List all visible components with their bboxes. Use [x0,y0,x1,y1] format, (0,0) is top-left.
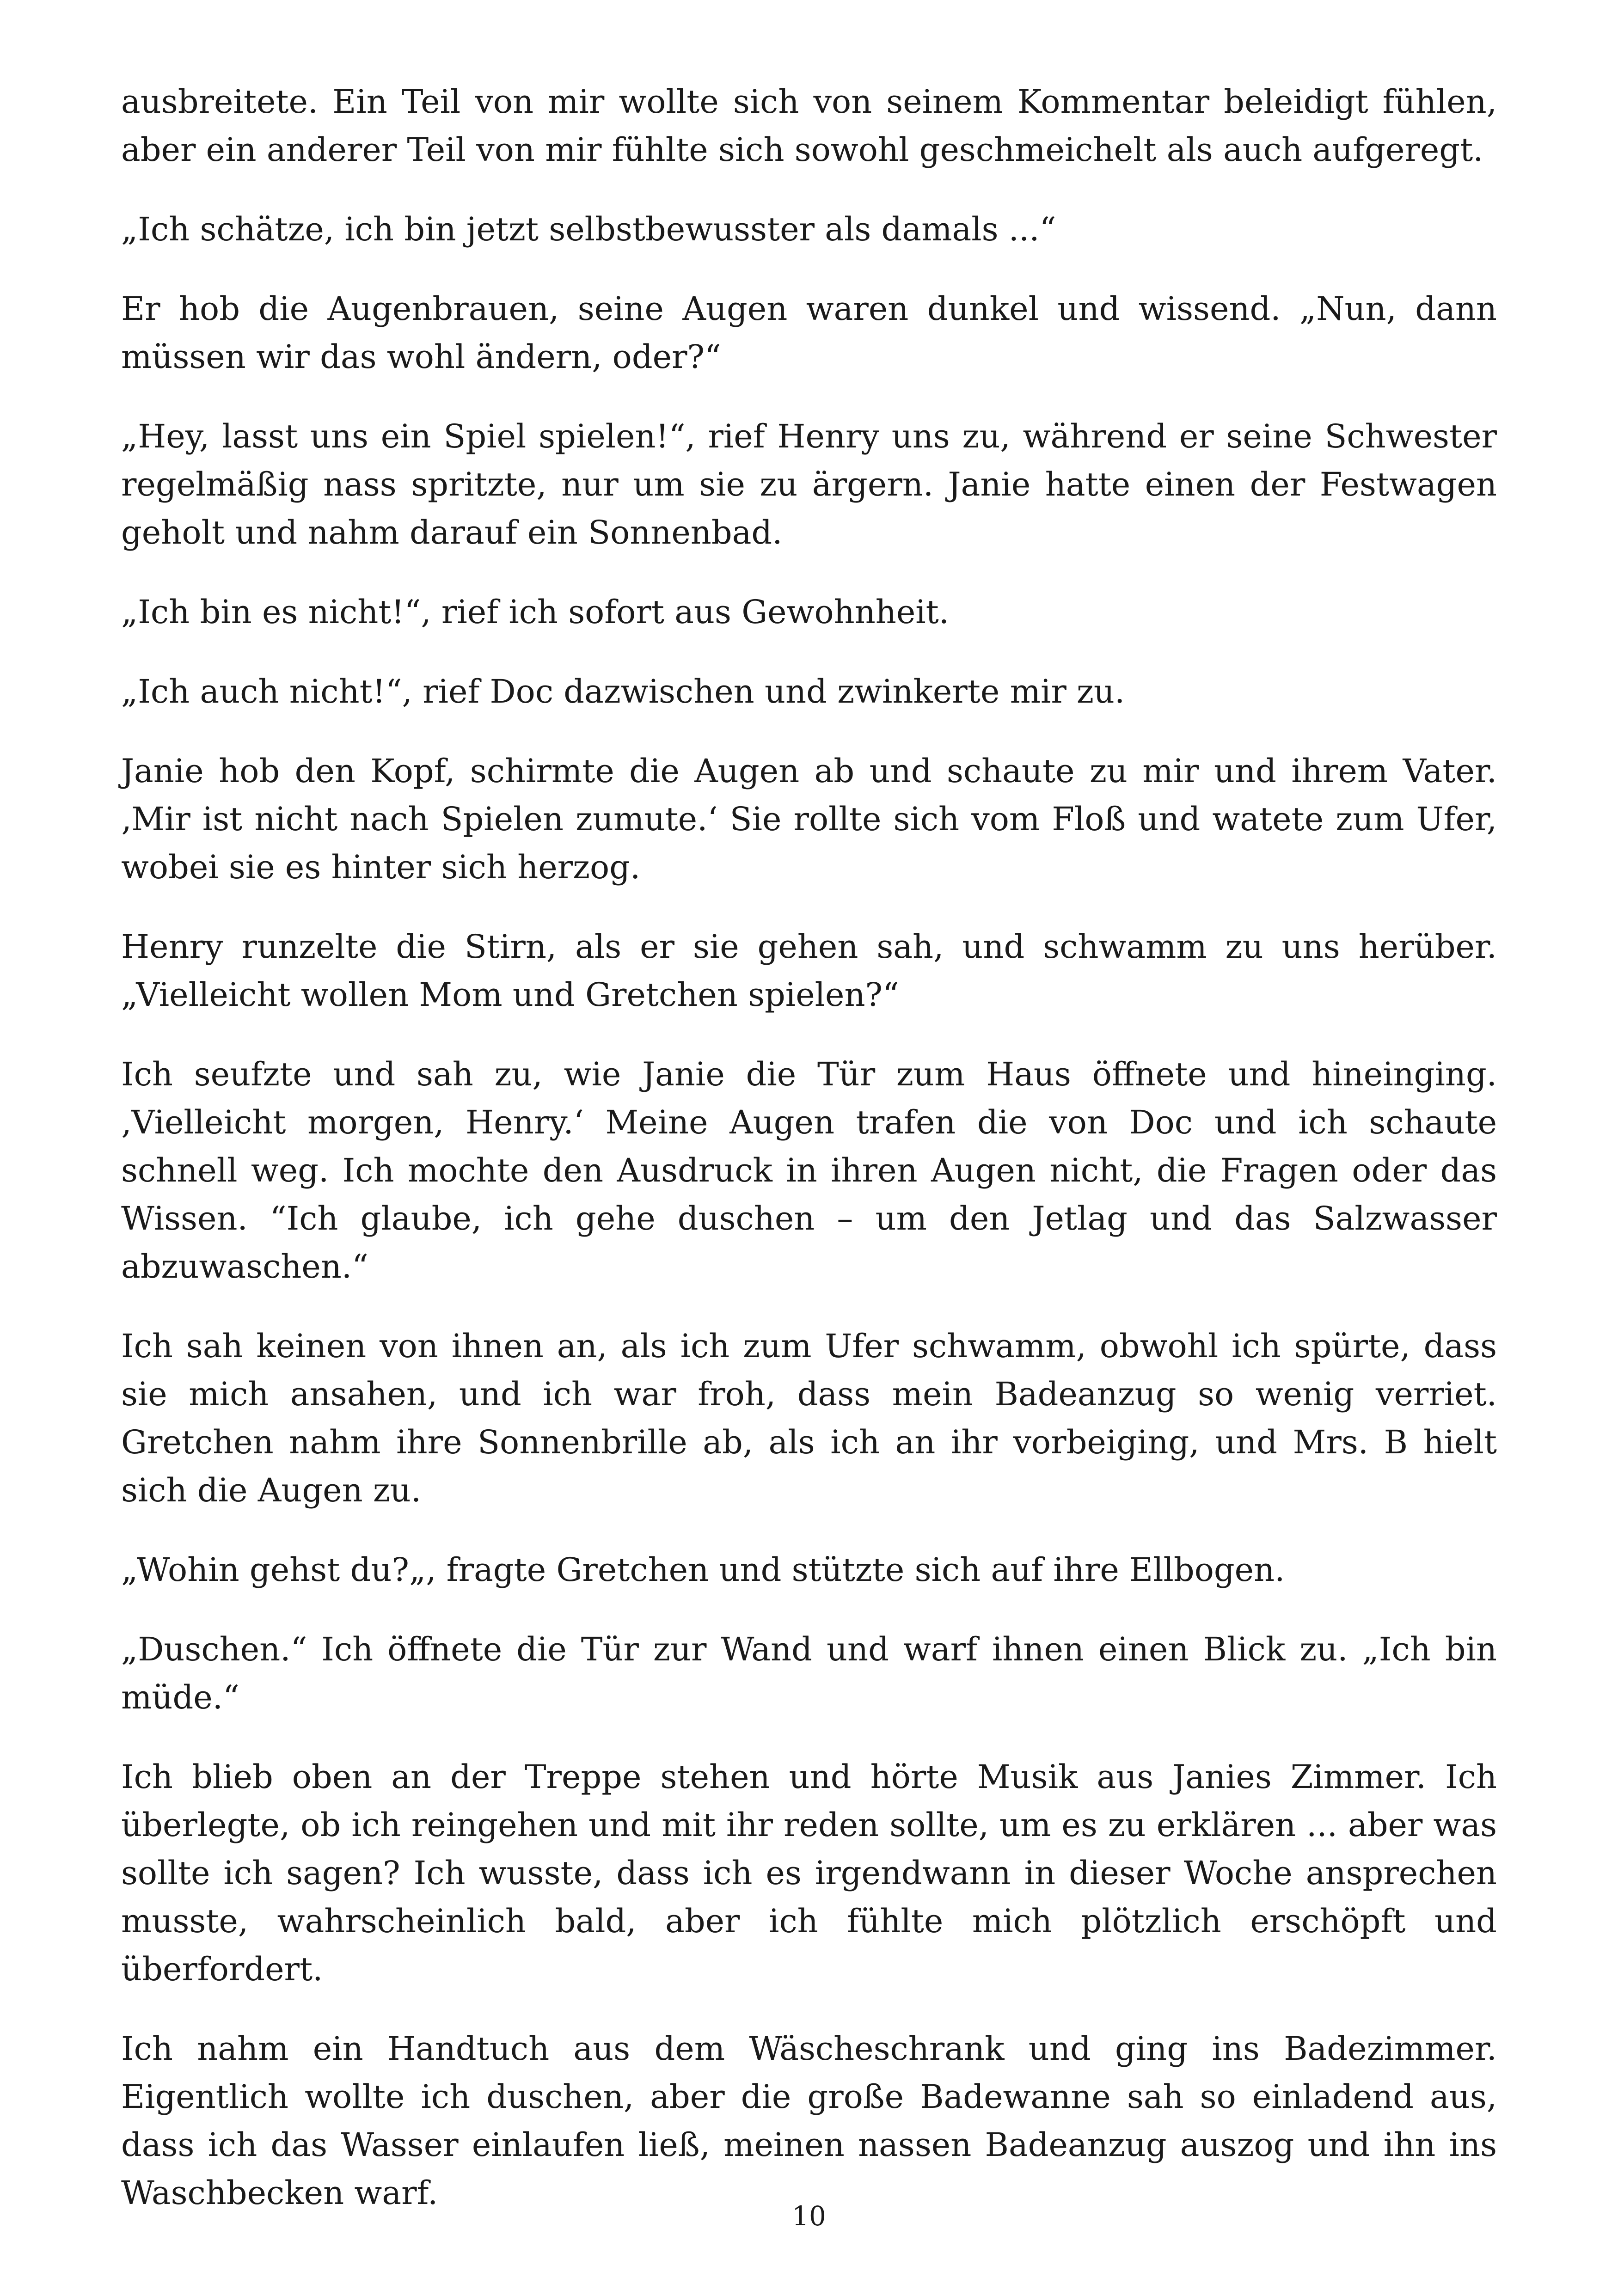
paragraph: Er hob die Augenbrauen, seine Augen waren dunkel und wissend. „Nun, dann müssen wir das wohl ändern, oder?“ [121,290,1497,376]
body-text [121,78,1497,2248]
paragraph: ausbreitete. Ein Teil von mir wollte sich von seinem Kommentar beleidigt fühlen, aber ein anderer Teil von mir fühlte sich sowohl geschmeichelt als auch aufgeregt. [121,83,1497,169]
paragraph: Ich seufzte und sah zu, wie Janie die Tür zum Haus öffnete und hineinging. ‚Vielleicht morgen, Henry.‘ Meine Augen trafen die von Doc und ich schaute schnell weg. Ich mochte den Ausdruck in ihren Augen nicht, die Fragen oder das Wissen. “Ich glaube, ich gehe duschen – um den Jetlag und das Salzwasser abzuwaschen.“ [121,1055,1497,1286]
paragraph: Ich sah keinen von ihnen an, als ich zum Ufer schwamm, obwohl ich spürte, dass sie mich ansahen, und ich war froh, dass mein Badeanzug so wenig verriet. Gretchen nahm ihre Sonnenbrille ab, als ich an ihr vorbeiging, und Mrs. B hielt sich die Augen zu. [121,1327,1497,1509]
paragraph: „Hey, lasst uns ein Spiel spielen!“, rief Henry uns zu, während er seine Schwester regelmäßig nass spritzte, nur um sie zu ärgern. Janie hatte einen der Festwagen geholt und nahm darauf ein Sonnenbad. [121,417,1497,551]
paragraph: „Ich bin es nicht!“, rief ich sofort aus Gewohnheit. [121,593,950,631]
paragraph: „Ich schätze, ich bin jetzt selbstbewusster als damals ...“ [121,210,1056,248]
paragraph: Henry runzelte die Stirn, als er sie gehen sah, und schwamm zu uns herüber. „Vielleicht wollen Mom und Gretchen spielen?“ [121,928,1497,1014]
paragraph: Janie hob den Kopf, schirmte die Augen ab und schaute zu mir und ihrem Vater. ‚Mir ist nicht nach Spielen zumute.‘ Sie rollte sich vom Floß und watete zum Ufer, wobei sie es hinter sich herzog. [121,752,1497,886]
paragraph: „Ich auch nicht!“, rief Doc dazwischen und zwinkerte mir zu. [121,673,1125,710]
paragraph: Ich nahm ein Handtuch aus dem Wäscheschrank und ging ins Badezimmer. Eigentlich wollte ich duschen, aber die große Badewanne sah so einladend aus, dass ich das Wasser einlaufen ließ, meinen nassen Badeanzug auszog und ihn ins Waschbecken warf. [121,2030,1497,2212]
paragraph: „Wohin gehst du?„, fragte Gretchen und stützte sich auf ihre Ellbogen. [121,1551,1285,1589]
page-number: 10 [792,2200,826,2232]
paragraph: Ich blieb oben an der Treppe stehen und hörte Musik aus Janies Zimmer. Ich überlegte, ob ich reingehen und mit ihr reden sollte, um es zu erklären ... aber was sollte ich sagen? Ich wusste, dass ich es irgendwann in dieser Woche ansprechen musste, wahrscheinlich bald, aber ich fühlte mich plötzlich erschöpft und überfordert. [121,1758,1497,1988]
paragraph: „Duschen.“ Ich öffnete die Tür zur Wand und warf ihnen einen Blick zu. „Ich bin müde.“ [121,1630,1497,1716]
